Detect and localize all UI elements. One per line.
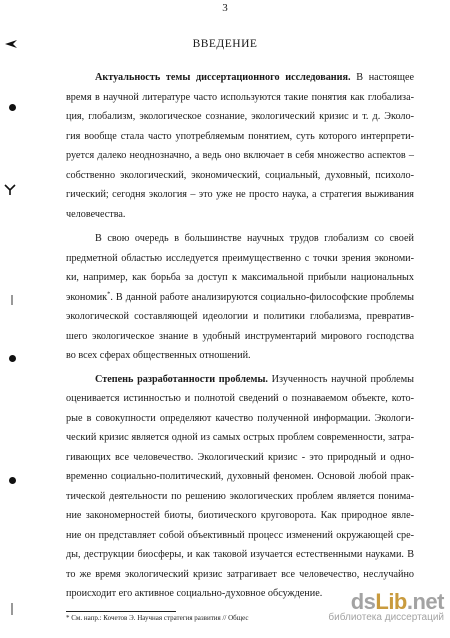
tick-mark-icon <box>10 600 14 619</box>
text-line: предметной областью исследуется преимущественно с точки зрения экономи- <box>66 252 414 264</box>
text-line: гия вообще стала часто употребляемым понятием, суть которого интерпрети- <box>66 130 414 142</box>
text-line: время в научной литературе часто используются такие понятия как глобализа- <box>66 91 414 103</box>
page-number: 3 <box>222 2 228 14</box>
text-span: экономик <box>66 291 108 303</box>
text-line: В свою очередь в большинстве научных трудов глобализм со своей <box>95 233 414 244</box>
text-span: . В данной работе анализируются социально-философские проблемы <box>110 291 414 303</box>
text-line: ция, глобализм, экологическое сознание, экологический кризис и т. д. Эколо- <box>66 111 414 122</box>
logo-part: Lib <box>375 589 407 614</box>
text-line <box>66 370 414 390</box>
text-line: экологической составляющей идеологии и политики глобализма, превратив- <box>66 311 414 322</box>
text-line: рые в совокупности определяют качество полученной информации. Экологи- <box>66 412 414 424</box>
section-lead: Актуальность темы диссертационного исследования. <box>95 72 351 83</box>
arrow-mark-icon <box>4 34 18 53</box>
text-line: ки, например, как борьба за доступ к максимальной прибыли национальных <box>66 272 414 283</box>
logo-part: ds <box>350 589 376 614</box>
watermark-tagline: библиотека диссертаций <box>328 612 444 623</box>
text-line: оценивается истинностью и полнотой сведений о познаваемом объекте, кото- <box>66 393 414 404</box>
text-line <box>66 288 414 308</box>
footnote-marker[interactable]: * <box>107 290 111 298</box>
text-line: во всех сферах общественных отношений. <box>66 350 251 361</box>
logo-part: .net <box>406 589 444 614</box>
text-line: временно социально-политический, духовный феномен. Основой любой прак- <box>66 471 414 482</box>
dot-mark-icon <box>9 355 16 362</box>
paragraph-relevance <box>66 68 414 224</box>
fork-mark-icon <box>4 181 16 200</box>
text-line: происходит его активное социально-духовное обсуждение. <box>66 588 323 599</box>
section-lead: Степень разработанности проблемы. <box>95 373 268 385</box>
dot-mark-icon <box>9 104 16 111</box>
text-line: руется далеко неоднозначно, а ведь оно включает в себя множество аспектов – <box>66 150 414 161</box>
text-line: тической деятельности по решению экологических проблем является понима- <box>66 490 414 502</box>
text-line: то же время экологический кризис затрагивает все человечество, неслучайно <box>66 568 414 580</box>
paragraph-globalism <box>66 229 414 366</box>
footnote-divider <box>66 611 176 612</box>
watermark[interactable] <box>328 589 444 623</box>
document-body <box>66 68 414 604</box>
text-line: ческий кризис является одной из самых острых проблем современности, затра- <box>66 432 414 443</box>
footnote: * См. напр.: Кочетов Э. Научная стратегия развития // Общес <box>66 614 249 622</box>
tick-mark-icon <box>10 290 14 309</box>
text-line <box>66 68 414 88</box>
text-line: гический; сегодня экология – это уже не просто наука, а стратегия выживания <box>66 189 414 200</box>
text-line: ды, деструкции биосферы, и как таковой изучается естественными науками. В <box>66 549 414 560</box>
text-line: ние он представляет собой объективный процесс изменений окружающей сре- <box>66 529 414 541</box>
dot-mark-icon <box>9 477 16 484</box>
text-span: В настоящее <box>350 72 414 83</box>
text-line: собственно экологический, экономический, социальный, духовный, психоло- <box>66 169 414 181</box>
text-line: человечества. <box>66 208 126 220</box>
text-span: Изученность научной проблемы <box>267 373 414 385</box>
paragraph-problem-development <box>66 370 414 604</box>
page-title: ВВЕДЕНИЕ <box>192 38 258 50</box>
text-line: шего экологическое знание в удобный инструментарий мирового господства <box>66 330 414 342</box>
text-line: гивающих все человечество. Экологический кризис - это природный и одно- <box>66 451 414 463</box>
text-line: ние закономерностей биоты, биотического круговорота. Как природное явле- <box>66 510 414 521</box>
